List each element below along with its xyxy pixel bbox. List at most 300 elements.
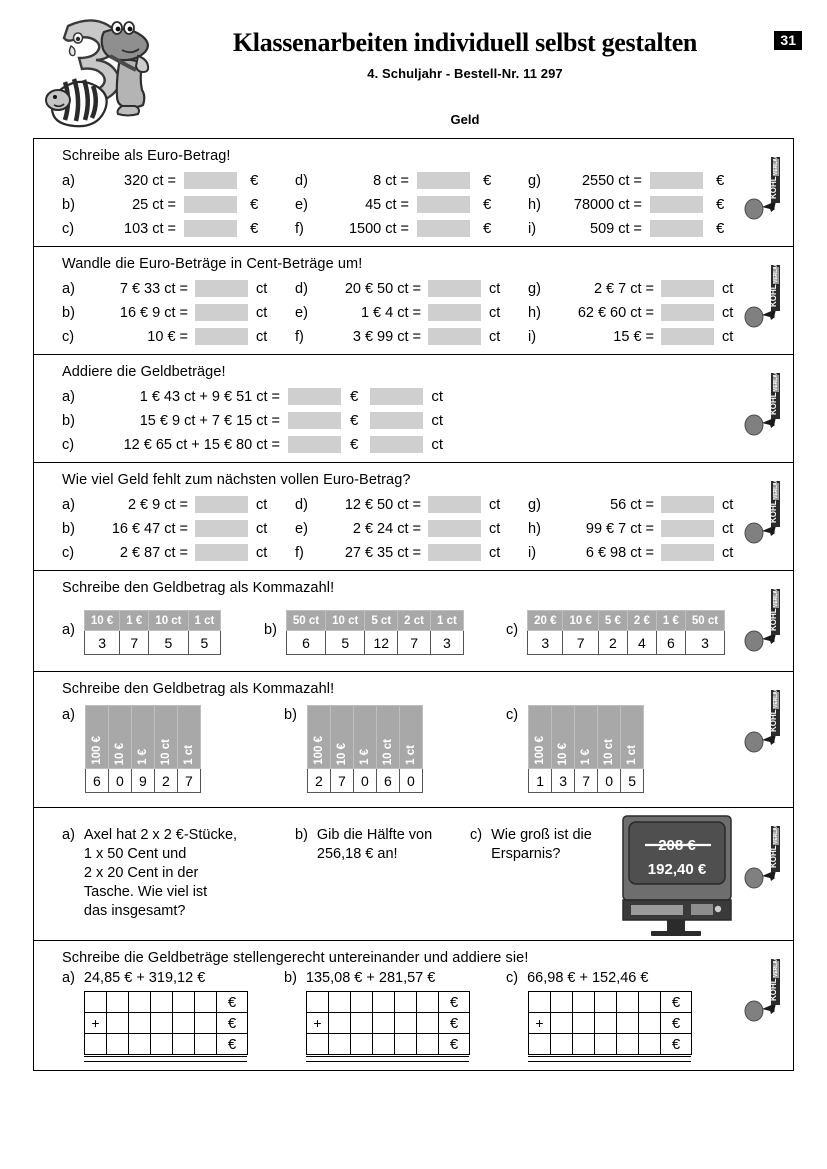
task-term: 3 € 99 ct = xyxy=(352,328,421,345)
coin-table-b xyxy=(284,705,506,793)
task-tag: a) xyxy=(62,280,75,297)
addition-table-c xyxy=(506,991,692,1062)
digit-cell[interactable] xyxy=(195,1034,217,1055)
unit-label: ct xyxy=(256,304,268,321)
task-c xyxy=(62,544,295,561)
svg-text:VERLAG: VERLAG xyxy=(773,154,779,175)
task-tag: b) xyxy=(264,622,277,638)
denomination-cell: 1 € xyxy=(120,611,149,631)
coin-table xyxy=(286,610,464,655)
digit-cell[interactable] xyxy=(551,992,573,1013)
unit-label: ct xyxy=(256,496,268,513)
digit-cell[interactable] xyxy=(395,1034,417,1055)
task-tag: c) xyxy=(506,970,519,986)
unit-label: ct xyxy=(431,388,444,405)
task-tag: c) xyxy=(62,328,75,345)
task-tag: a) xyxy=(62,496,75,513)
task-tag: c) xyxy=(62,436,75,453)
answer-field-euro[interactable] xyxy=(288,412,341,429)
svg-text:VERLAG: VERLAG xyxy=(773,823,779,844)
unit-label: ct xyxy=(489,328,501,345)
digit-cell[interactable] xyxy=(595,992,617,1013)
denomination-row xyxy=(286,611,463,631)
answer-field[interactable] xyxy=(428,304,481,321)
coin-table xyxy=(527,610,725,655)
table-row xyxy=(85,1034,248,1055)
digit-cell[interactable] xyxy=(639,1034,661,1055)
unit-label: ct xyxy=(722,328,734,345)
count-row xyxy=(286,631,463,655)
exercise-4-prompt: Wie viel Geld fehlt zum nächsten vollen Euro-Betrag? xyxy=(62,472,411,488)
task-tag: c) xyxy=(506,622,519,638)
answer-field[interactable] xyxy=(661,520,714,537)
euro-cell: € xyxy=(439,1013,470,1034)
answer-field[interactable] xyxy=(184,220,237,237)
count-cell: 7 xyxy=(563,631,598,655)
task-tag: i) xyxy=(528,328,537,345)
answer-field[interactable] xyxy=(661,328,714,345)
exercise-1-prompt: Schreibe als Euro-Betrag! xyxy=(62,148,231,164)
digit-cell[interactable] xyxy=(639,1013,661,1034)
svg-text:VERLAG: VERLAG xyxy=(773,478,779,499)
euro-cell: € xyxy=(661,1013,692,1034)
denomination-cell: 1 ct xyxy=(399,706,422,769)
count-cell: 5 xyxy=(188,631,221,655)
task-tag: a) xyxy=(62,622,75,638)
task-term: 16 € 47 ct = xyxy=(111,520,188,537)
task-tag: d) xyxy=(295,496,308,513)
digit-cell[interactable] xyxy=(373,992,395,1013)
task-term: 10 € = xyxy=(147,328,188,345)
table-row xyxy=(529,1034,692,1055)
exercise-6-prompt: Schreibe den Geldbetrag als Kommazahl! xyxy=(62,681,335,697)
count-cell: 12 xyxy=(365,631,398,655)
digit-cell[interactable] xyxy=(529,992,551,1013)
tv-old-price: 208 € xyxy=(658,837,696,854)
count-cell: 2 xyxy=(154,769,177,793)
digit-cell[interactable] xyxy=(573,1034,595,1055)
task-tag: f) xyxy=(295,544,304,561)
denomination-cell: 5 € xyxy=(598,611,627,631)
task-tag: h) xyxy=(528,520,541,537)
task-f xyxy=(295,544,528,561)
svg-text:KOHL: KOHL xyxy=(769,176,778,199)
denomination-cell: 10 € xyxy=(108,706,131,769)
task-tag: e) xyxy=(295,304,308,321)
answer-field-cent[interactable] xyxy=(370,436,423,453)
count-cell: 0 xyxy=(353,769,376,793)
count-row xyxy=(528,631,725,655)
exercise-block-7 xyxy=(34,808,793,941)
exercise-2-grid xyxy=(62,280,793,345)
television-illustration xyxy=(619,814,735,936)
count-cell: 9 xyxy=(131,769,154,793)
task-term: 1 € 43 ct + 9 € 51 ct = xyxy=(139,388,280,405)
plus-cell: + xyxy=(85,1013,107,1034)
task-term: 66,98 € + 152,46 € xyxy=(527,970,649,986)
problem-text: Gib die Hälfte von 256,18 € an! xyxy=(316,827,433,862)
digit-cell[interactable] xyxy=(195,992,217,1013)
word-problem-b xyxy=(295,826,470,921)
answer-field[interactable] xyxy=(428,328,481,345)
denomination-cell: 100 € xyxy=(307,706,330,769)
denomination-row xyxy=(307,706,422,769)
unit-label: € xyxy=(250,220,259,237)
task-term: 1 € 4 ct = xyxy=(360,304,421,321)
digit-cell[interactable] xyxy=(129,992,151,1013)
digit-cell[interactable] xyxy=(639,992,661,1013)
answer-field[interactable] xyxy=(661,280,714,297)
task-c xyxy=(62,328,295,345)
answer-field-euro[interactable] xyxy=(288,388,341,405)
answer-field[interactable] xyxy=(428,520,481,537)
count-cell: 5 xyxy=(149,631,188,655)
task-term: 12 € 65 ct + 15 € 80 ct = xyxy=(123,436,280,453)
task-tag: g) xyxy=(528,172,541,189)
digit-cell[interactable] xyxy=(329,1034,351,1055)
digit-cell[interactable] xyxy=(529,1034,551,1055)
task-term: 2550 ct = xyxy=(581,172,642,189)
task-tag: a) xyxy=(62,172,75,189)
count-cell: 2 xyxy=(307,769,330,793)
page-title: Klassenarbeiten individuell selbst gestalten xyxy=(232,28,698,57)
unit-label: € xyxy=(483,172,492,189)
answer-field[interactable] xyxy=(661,496,714,513)
exercise-5-prompt: Schreibe den Geldbetrag als Kommazahl! xyxy=(62,580,335,596)
task-tag: c) xyxy=(470,827,483,843)
euro-cell: € xyxy=(217,1013,248,1034)
double-rule xyxy=(84,1056,247,1062)
exercise-1-grid xyxy=(62,172,793,237)
answer-field[interactable] xyxy=(428,280,481,297)
task-b xyxy=(62,304,295,321)
count-cell: 4 xyxy=(627,631,656,655)
digit-cell[interactable] xyxy=(417,1034,439,1055)
denomination-cell: 10 ct xyxy=(376,706,399,769)
task-tag: d) xyxy=(295,172,308,189)
task-tag: g) xyxy=(528,280,541,297)
digit-cell[interactable] xyxy=(595,1034,617,1055)
exercise-4-grid xyxy=(62,496,793,561)
answer-field-euro[interactable] xyxy=(288,436,341,453)
count-row xyxy=(84,631,220,655)
task-e xyxy=(295,304,528,321)
task-tag: h) xyxy=(528,304,541,321)
kohl-verlag-logo xyxy=(743,367,787,445)
task-tag: h) xyxy=(528,196,541,213)
denomination-row xyxy=(85,706,200,769)
task-term: 2 € 7 ct = xyxy=(593,280,654,297)
task-d xyxy=(295,280,528,297)
task-term: 56 ct = xyxy=(610,496,654,513)
count-row xyxy=(85,769,200,793)
task-term: 2 € 87 ct = xyxy=(119,544,188,561)
exercise-row xyxy=(62,280,793,297)
digit-cell[interactable] xyxy=(307,992,329,1013)
digit-cell[interactable] xyxy=(195,1013,217,1034)
task-tag: e) xyxy=(295,520,308,537)
exercise-sheet xyxy=(33,138,794,1071)
denomination-cell: 10 € xyxy=(330,706,353,769)
svg-text:VERLAG: VERLAG xyxy=(773,586,779,607)
answer-field[interactable] xyxy=(650,196,703,213)
digit-cell[interactable] xyxy=(373,1013,395,1034)
denomination-cell: 2 € xyxy=(627,611,656,631)
answer-field-cent[interactable] xyxy=(370,412,423,429)
exercise-row xyxy=(62,436,793,453)
count-cell: 0 xyxy=(598,769,621,793)
denomination-cell: 1 € xyxy=(131,706,154,769)
task-tag: a) xyxy=(62,827,75,843)
unit-label: ct xyxy=(256,280,268,297)
answer-field[interactable] xyxy=(195,520,248,537)
double-rule xyxy=(528,1056,691,1062)
task-f xyxy=(295,220,528,237)
unit-label: € xyxy=(350,388,359,405)
task-term: 2 € 9 ct = xyxy=(127,496,188,513)
digit-cell[interactable] xyxy=(351,992,373,1013)
addition-grid xyxy=(528,991,692,1055)
digit-cell[interactable] xyxy=(551,1013,573,1034)
task-tag: a) xyxy=(62,388,75,405)
digit-cell[interactable] xyxy=(417,992,439,1013)
table-row xyxy=(307,1034,470,1055)
euro-cell: € xyxy=(439,992,470,1013)
svg-text:KOHL: KOHL xyxy=(769,845,778,868)
kohl-verlag-logo xyxy=(743,820,787,898)
task-tag: b) xyxy=(284,707,297,723)
digit-cell[interactable] xyxy=(173,1034,195,1055)
answer-field[interactable] xyxy=(195,280,248,297)
page-header xyxy=(0,0,827,138)
coin-table xyxy=(84,610,221,655)
task-term: 15 € 9 ct + 7 € 15 ct = xyxy=(139,412,280,429)
digit-cell[interactable] xyxy=(351,1034,373,1055)
exercise-block-4 xyxy=(34,463,793,571)
tv-new-price: 192,40 € xyxy=(647,861,707,878)
exercise-8-headers xyxy=(62,970,793,986)
exercise-5-tables xyxy=(62,610,793,655)
task-term: 103 ct = xyxy=(124,220,176,237)
exercise-row xyxy=(62,304,793,321)
coin-table-vertical xyxy=(307,705,423,793)
task-a xyxy=(62,388,522,405)
digit-cell[interactable] xyxy=(173,992,195,1013)
task-e xyxy=(295,196,528,213)
digit-cell[interactable] xyxy=(395,992,417,1013)
task-h xyxy=(528,304,761,321)
unit-label: € xyxy=(716,196,725,213)
unit-label: ct xyxy=(256,328,268,345)
count-cell: 7 xyxy=(398,631,431,655)
denomination-cell: 1 € xyxy=(575,706,598,769)
digit-cell[interactable] xyxy=(85,1034,107,1055)
digit-cell[interactable] xyxy=(129,1013,151,1034)
digit-cell[interactable] xyxy=(151,992,173,1013)
svg-text:KOHL: KOHL xyxy=(769,392,778,415)
digit-cell[interactable] xyxy=(617,1034,639,1055)
denomination-cell: 50 ct xyxy=(685,611,724,631)
denomination-cell: 10 ct xyxy=(598,706,621,769)
task-term: 135,08 € + 281,57 € xyxy=(305,970,436,986)
task-i xyxy=(528,328,761,345)
task-tag: a) xyxy=(62,970,75,986)
exercise-block-5 xyxy=(34,571,793,672)
digit-cell[interactable] xyxy=(329,1013,351,1034)
task-h xyxy=(528,520,761,537)
answer-field[interactable] xyxy=(650,220,703,237)
answer-field[interactable] xyxy=(417,196,470,213)
exercise-row xyxy=(62,520,793,537)
double-rule xyxy=(306,1056,469,1062)
exercise-6-tables xyxy=(62,705,793,793)
task-d xyxy=(295,496,528,513)
unit-label: ct xyxy=(431,412,444,429)
addition-table-b xyxy=(284,991,506,1062)
task-g xyxy=(528,496,761,513)
answer-field[interactable] xyxy=(428,496,481,513)
count-cell: 3 xyxy=(528,631,563,655)
answer-field[interactable] xyxy=(428,544,481,561)
task-tag: c) xyxy=(62,544,75,561)
task-term: 509 ct = xyxy=(590,220,642,237)
digit-cell[interactable] xyxy=(617,992,639,1013)
unit-label: € xyxy=(483,220,492,237)
svg-text:VERLAG: VERLAG xyxy=(773,370,779,391)
addition-grid xyxy=(306,991,470,1055)
answer-field[interactable] xyxy=(650,172,703,189)
task-b xyxy=(62,520,295,537)
coin-table-c xyxy=(506,705,644,793)
answer-field[interactable] xyxy=(195,328,248,345)
answer-field[interactable] xyxy=(417,172,470,189)
coin-table-b xyxy=(264,610,506,655)
svg-text:KOHL: KOHL xyxy=(769,608,778,631)
task-a xyxy=(62,172,295,189)
digit-cell[interactable] xyxy=(573,1013,595,1034)
digit-cell[interactable] xyxy=(595,1013,617,1034)
euro-cell: € xyxy=(661,1034,692,1055)
denomination-cell: 100 € xyxy=(85,706,108,769)
count-cell: 3 xyxy=(84,631,119,655)
unit-label: € xyxy=(350,412,359,429)
answer-field[interactable] xyxy=(195,544,248,561)
digit-cell[interactable] xyxy=(551,1034,573,1055)
answer-field[interactable] xyxy=(184,196,237,213)
digit-cell[interactable] xyxy=(395,1013,417,1034)
digit-cell[interactable] xyxy=(617,1013,639,1034)
plus-cell: + xyxy=(307,1013,329,1034)
task-tag: b) xyxy=(62,304,75,321)
answer-field[interactable] xyxy=(184,172,237,189)
table-row xyxy=(307,992,470,1013)
task-term: 8 ct = xyxy=(373,172,409,189)
exercise-block-8 xyxy=(34,941,793,1070)
task-i xyxy=(528,544,761,561)
digit-cell[interactable] xyxy=(129,1034,151,1055)
exercise-block-6 xyxy=(34,672,793,808)
unit-label: ct xyxy=(722,544,734,561)
digit-cell[interactable] xyxy=(329,992,351,1013)
digit-cell[interactable] xyxy=(151,1013,173,1034)
denomination-cell: 10 ct xyxy=(326,611,365,631)
task-term: 15 € = xyxy=(613,328,654,345)
unit-label: € xyxy=(250,196,259,213)
denomination-row xyxy=(528,611,725,631)
coin-table-a xyxy=(62,610,264,655)
count-cell: 7 xyxy=(330,769,353,793)
table-row xyxy=(529,1013,692,1034)
euro-cell: € xyxy=(217,1034,248,1055)
count-cell: 6 xyxy=(286,631,325,655)
exercise-row xyxy=(62,220,793,237)
answer-field[interactable] xyxy=(417,220,470,237)
digit-cell[interactable] xyxy=(107,992,129,1013)
digit-cell[interactable] xyxy=(373,1034,395,1055)
exercise-3-prompt: Addiere die Geldbeträge! xyxy=(62,364,226,380)
digit-cell[interactable] xyxy=(107,1013,129,1034)
exercise-8-prompt: Schreibe die Geldbeträge stellengerecht untereinander und addiere sie! xyxy=(62,950,529,966)
digit-cell[interactable] xyxy=(85,992,107,1013)
table-row xyxy=(85,992,248,1013)
denomination-cell: 10 € xyxy=(84,611,119,631)
task-i xyxy=(528,220,761,237)
digit-cell[interactable] xyxy=(107,1034,129,1055)
digit-cell[interactable] xyxy=(151,1034,173,1055)
answer-field[interactable] xyxy=(195,304,248,321)
count-cell: 2 xyxy=(598,631,627,655)
count-cell: 7 xyxy=(575,769,598,793)
euro-cell: € xyxy=(661,992,692,1013)
unit-label: € xyxy=(716,220,725,237)
exercise-row xyxy=(62,172,793,189)
task-tag: e) xyxy=(295,196,308,213)
exercise-row xyxy=(62,388,793,405)
digit-cell[interactable] xyxy=(307,1034,329,1055)
page-subtitle: 4. Schuljahr - Bestell-Nr. 11 297 xyxy=(367,66,563,81)
digit-cell[interactable] xyxy=(417,1013,439,1034)
task-tag: b) xyxy=(62,412,75,429)
count-cell: 0 xyxy=(108,769,131,793)
unit-label: ct xyxy=(489,544,501,561)
coin-table-c xyxy=(506,610,725,655)
task-term: 12 € 50 ct = xyxy=(344,496,421,513)
count-cell: 1 xyxy=(529,769,552,793)
count-cell: 5 xyxy=(621,769,644,793)
task-h xyxy=(528,196,761,213)
count-cell: 3 xyxy=(431,631,464,655)
digit-cell[interactable] xyxy=(173,1013,195,1034)
answer-field[interactable] xyxy=(661,544,714,561)
answer-field-cent[interactable] xyxy=(370,388,423,405)
count-cell: 3 xyxy=(685,631,724,655)
unit-label: € xyxy=(483,196,492,213)
exercise-row xyxy=(62,544,793,561)
answer-field[interactable] xyxy=(661,304,714,321)
denomination-cell: 20 € xyxy=(528,611,563,631)
table-row xyxy=(307,1013,470,1034)
page-number-badge: 31 xyxy=(774,31,802,50)
answer-field[interactable] xyxy=(195,496,248,513)
digit-cell[interactable] xyxy=(573,992,595,1013)
digit-cell[interactable] xyxy=(351,1013,373,1034)
unit-label: ct xyxy=(489,496,501,513)
exercise-row xyxy=(62,496,793,513)
task-g xyxy=(528,280,761,297)
task-term: 45 ct = xyxy=(365,196,409,213)
task-tag: i) xyxy=(528,544,537,561)
word-problem-c xyxy=(470,826,610,921)
